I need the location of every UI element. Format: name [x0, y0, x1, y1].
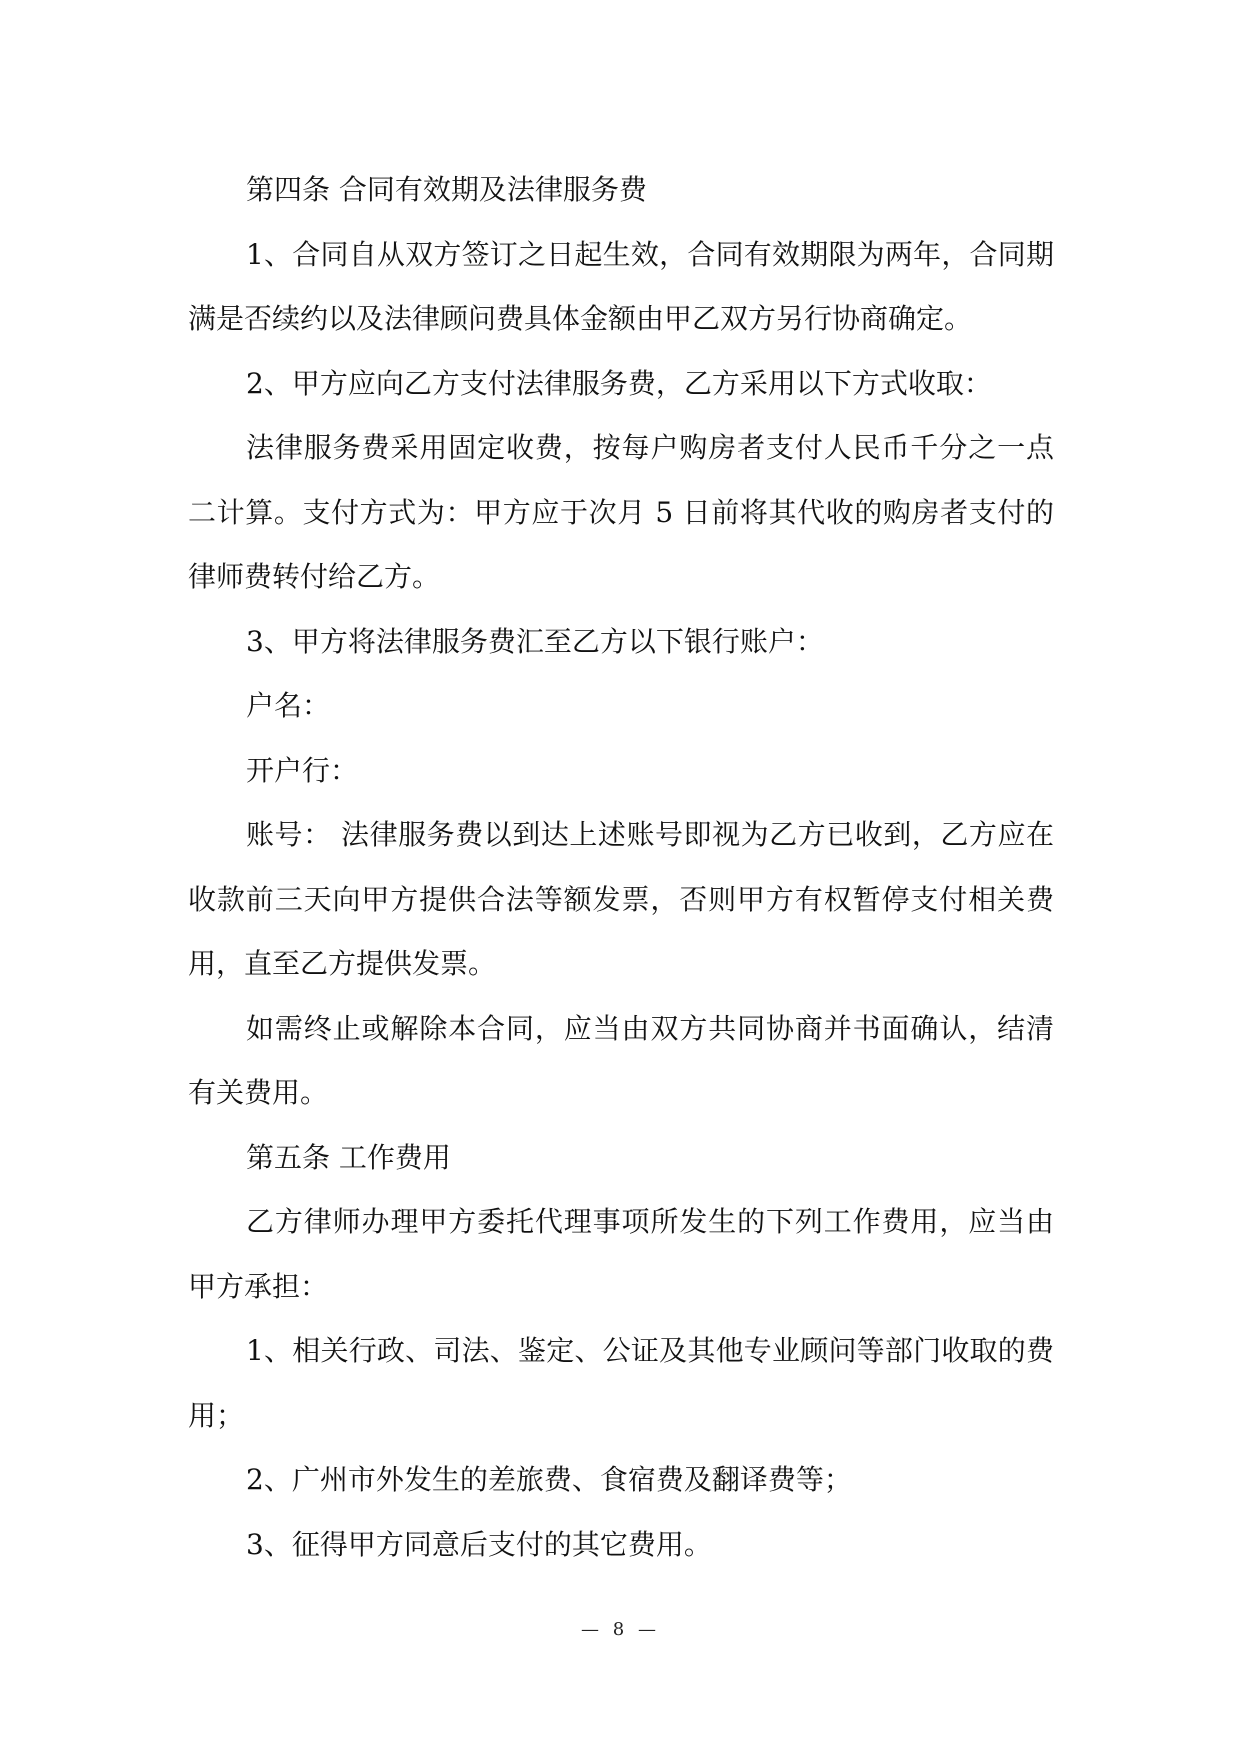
- paragraph-expense-item-3: 3、征得甲方同意后支付的其它费用。: [246, 1527, 712, 1561]
- paragraph-fee-method: 2、甲方应向乙方支付法律服务费，乙方采用以下方式收取：: [246, 366, 992, 400]
- section-heading-article-5: 第五条 工作费用: [246, 1140, 451, 1174]
- paragraph-contract-validity: 1、合同自从双方签订之日起生效，合同有效期限为两年，合同期满是否续约以及法律顾问费具体金额由甲乙双方另行协商确定。: [188, 237, 1054, 335]
- paragraph-work-expenses: 乙方律师办理甲方委托代理事项所发生的下列工作费用，应当由甲方承担：: [188, 1205, 1054, 1303]
- section-heading-article-4: 第四条 合同有效期及法律服务费: [246, 173, 647, 206]
- document-body: [188, 158, 1054, 1577]
- paragraph-expense-item-2: 2、广州市外发生的差旅费、食宿费及翻译费等；: [246, 1463, 852, 1496]
- paragraph-bank-branch: 开户行：: [246, 753, 359, 787]
- paragraph-account-name: 户名：: [246, 689, 331, 722]
- paragraph-account-number: 账号： 法律服务费以到达上述账号即视为乙方已收到，乙方应在收款前三天向甲方提供合法等额发票，否则甲方有权暂停支付相关费用，直至乙方提供发票。: [188, 818, 1054, 980]
- paragraph-fixed-fee: 法律服务费采用固定收费，按每户购房者支付人民币千分之一点二计算。支付方式为：甲方应于次月 5 日前将其代收的购房者支付的律师费转付给乙方。: [188, 431, 1054, 593]
- page-number: — 8 —: [581, 1619, 660, 1640]
- paragraph-termination: 如需终止或解除本合同，应当由双方共同协商并书面确认，结清有关费用。: [188, 1011, 1054, 1109]
- paragraph-bank-transfer: 3、甲方将法律服务费汇至乙方以下银行账户：: [246, 624, 824, 658]
- paragraph-expense-item-1: 1、相关行政、司法、鉴定、公证及其他专业顾问等部门收取的费用；: [188, 1334, 1054, 1432]
